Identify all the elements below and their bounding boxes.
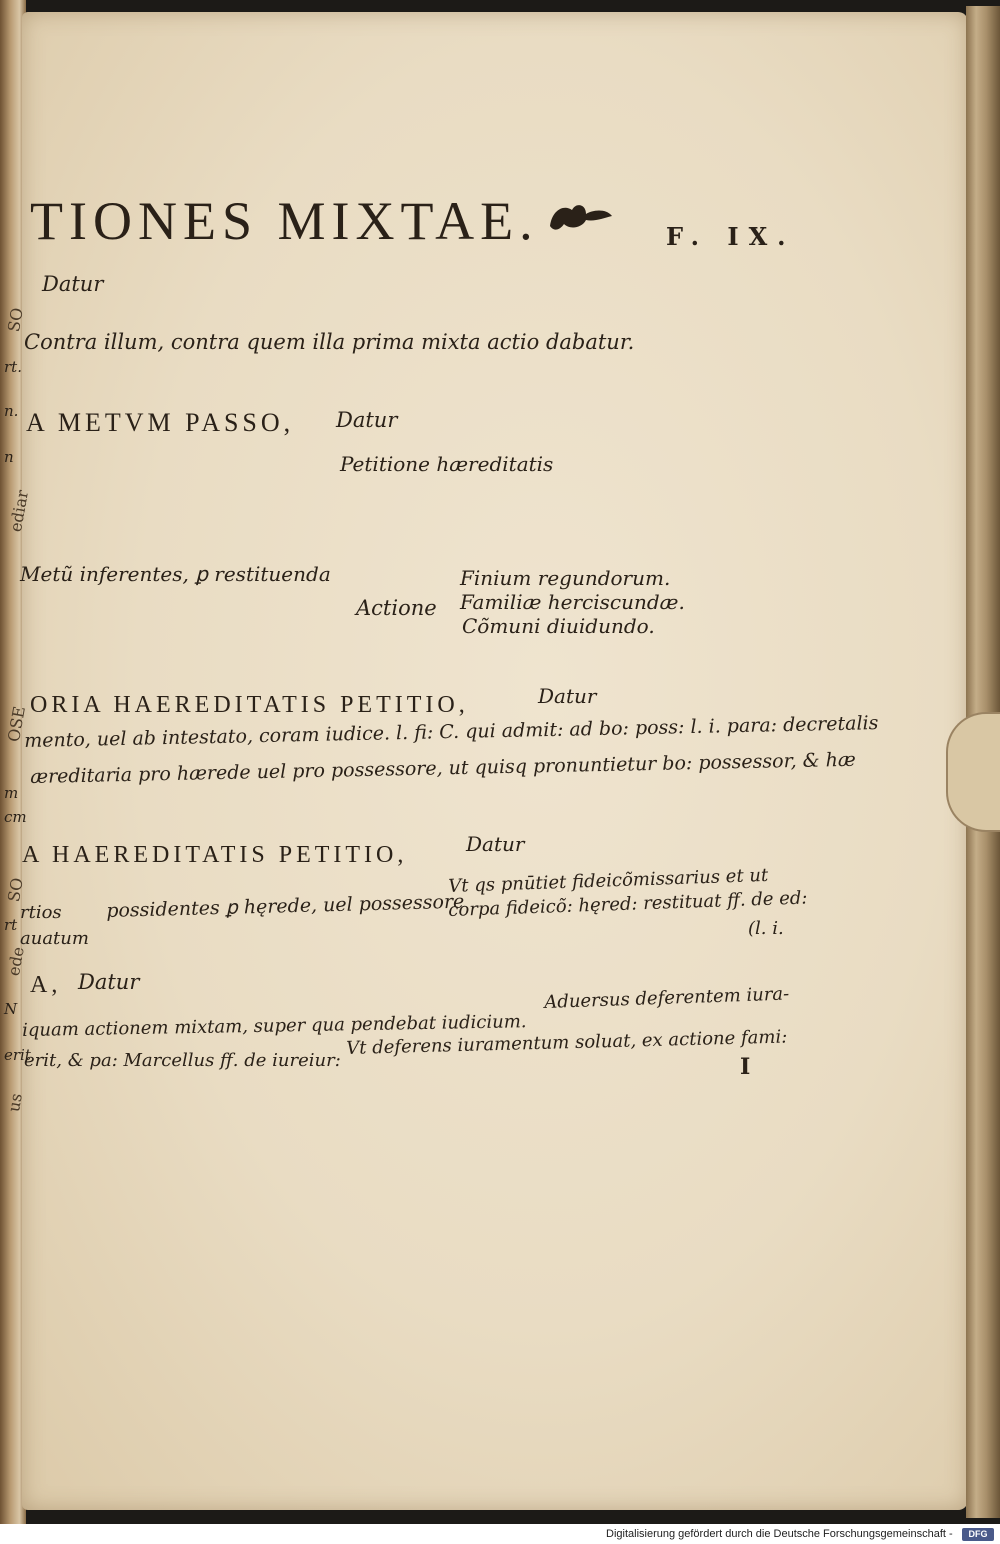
- ink-flourish-icon: [546, 196, 616, 236]
- datur-label: Datur: [466, 832, 525, 856]
- entry-text: mento, uel ab intestato, coram iudice. l. fi: C. qui admit: ad bo: poss: l. i. para: decretalis: [24, 712, 879, 752]
- digitization-credit: Digitalisierung gefördert durch die Deutsche Forschungsgemeinschaft -: [606, 1528, 953, 1540]
- datur-label: Datur: [78, 970, 140, 994]
- book-clasp: [946, 712, 1000, 832]
- margin-fragment: n.: [4, 402, 19, 420]
- entry-text: corpa fideicõ: hęred: restituat ff. de ed:: [448, 887, 808, 921]
- datur-label: Datur: [336, 408, 398, 432]
- margin-fragment: rt: [4, 916, 18, 934]
- datur-label: Datur: [42, 272, 104, 296]
- entry-text: Aduersus deferentem iura-: [544, 983, 790, 1013]
- entry-heading: A,: [30, 972, 62, 998]
- entry-text: auatum: [20, 928, 89, 949]
- list-item: Cõmuni diuidundo.: [462, 614, 655, 638]
- folio-number: F. IX.: [666, 222, 796, 251]
- entry-text: erit, & pa: Marcellus ff. de iureiur:: [24, 1050, 341, 1071]
- entry-text: æreditaria pro hærede uel pro possessore, ut quisq pronuntietur bo: possessor, & hæ: [30, 748, 856, 788]
- entry-text: Vt deferens iuramentum soluat, ex actione fami:: [346, 1026, 788, 1059]
- margin-fragment: m: [4, 784, 19, 802]
- entry-text: rtios: [20, 902, 62, 923]
- entry-text: possidentes ꝑ hęrede, uel possessore: [106, 890, 465, 922]
- datur-label: Datur: [538, 684, 597, 708]
- list-item: Finium regundorum.: [460, 566, 671, 590]
- entry-heading: A HAEREDITATIS PETITIO,: [22, 842, 408, 868]
- running-head: TIONES MIXTAE.: [30, 191, 539, 251]
- entry-text: (l. i.: [748, 918, 784, 939]
- entry-heading: ORIA HAEREDITATIS PETITIO,: [30, 692, 469, 718]
- entry-text: Contra illum, contra quem illa prima mixta actio dabatur.: [24, 330, 635, 354]
- margin-fragment: ede: [4, 945, 28, 978]
- entry-text: iquam actionem mixtam, super qua pendebat iudicium.: [22, 1011, 527, 1041]
- signature-mark: I: [740, 1054, 751, 1080]
- entry-heading: A METVM PASSO,: [26, 408, 295, 437]
- margin-fragment: SO: [4, 306, 27, 334]
- entry-text: Actione: [356, 596, 437, 620]
- margin-fragment: us: [4, 1091, 26, 1114]
- dfg-logo: DFG: [962, 1528, 994, 1541]
- entry-text: Metũ inferentes, ꝑ restituenda: [20, 562, 331, 586]
- entry-text: Vt qs pnūtiet fideicõmissarius et ut: [448, 864, 769, 897]
- margin-fragment: SO: [4, 876, 27, 904]
- list-item: Familiæ herciscundæ.: [460, 590, 685, 614]
- margin-fragment: erit: [4, 1046, 31, 1064]
- entry-text: Petitione hæreditatis: [340, 452, 554, 476]
- margin-fragment: ediar: [6, 488, 33, 534]
- margin-fragment: N: [4, 1000, 18, 1018]
- margin-fragment: n: [4, 448, 14, 466]
- margin-fragment: OSE: [4, 704, 29, 744]
- margin-fragment: cm: [4, 808, 27, 826]
- margin-fragment: rt.: [4, 358, 22, 376]
